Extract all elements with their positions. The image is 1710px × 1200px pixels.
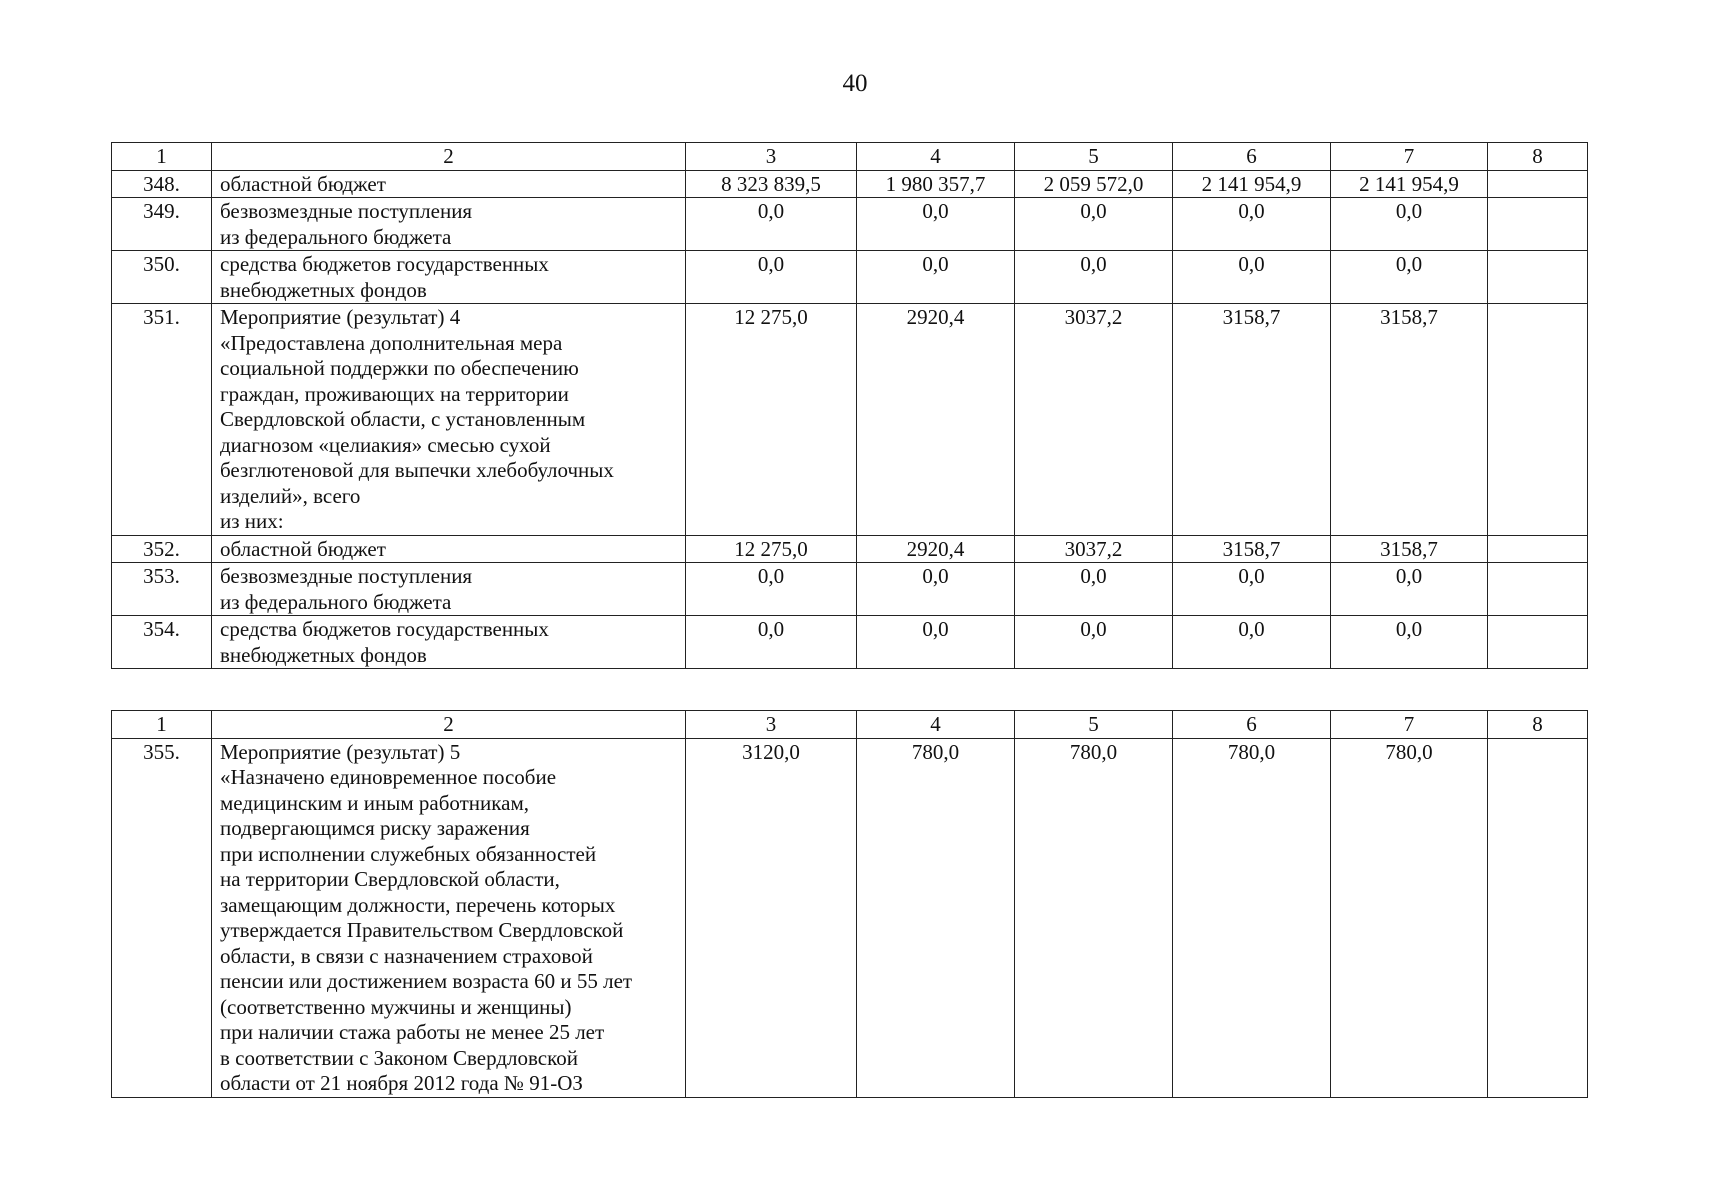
- header-cell: 7: [1331, 143, 1488, 171]
- column-8-cell: [1488, 251, 1588, 304]
- table-row: [112, 304, 1588, 536]
- column-8-cell: [1488, 535, 1588, 563]
- description-line: Свердловской области, с установленным: [220, 407, 586, 431]
- row-description: [212, 304, 686, 536]
- table-row: [112, 251, 1588, 304]
- description-line: замещающим должности, перечень которых: [220, 892, 616, 917]
- description-line: медицинским и иным работникам,: [220, 790, 530, 815]
- row-description: [212, 170, 686, 198]
- value-cell: 0,0: [857, 616, 1015, 669]
- value-cell: 0,0: [686, 563, 857, 616]
- value-cell: 3158,7: [1173, 304, 1331, 536]
- column-8-cell: [1488, 616, 1588, 669]
- value-cell: 2 059 572,0: [1015, 170, 1173, 198]
- description-line: «Назначено единовременное пособие: [220, 765, 557, 789]
- value-cell: 2920,4: [857, 304, 1015, 536]
- value-cell: 0,0: [686, 251, 857, 304]
- table-row: [112, 198, 1588, 251]
- description-line: в соответствии с Законом Свердловской: [220, 1045, 578, 1070]
- description-line: области, в связи с назначением страховой: [220, 943, 593, 968]
- row-number: 351.: [112, 304, 212, 536]
- value-cell: 0,0: [1331, 616, 1488, 669]
- value-cell: 0,0: [1331, 563, 1488, 616]
- description-line: из федерального бюджета: [220, 224, 452, 249]
- row-number: 350.: [112, 251, 212, 304]
- value-cell: 3037,2: [1015, 535, 1173, 563]
- value-cell: 0,0: [1173, 198, 1331, 251]
- value-cell: 3120,0: [686, 738, 857, 1097]
- header-cell: 2: [212, 143, 686, 171]
- description-line: безвозмездные поступления: [220, 564, 473, 588]
- value-cell: 3158,7: [1331, 535, 1488, 563]
- value-cell: 8 323 839,5: [686, 170, 857, 198]
- value-cell: 0,0: [1015, 563, 1173, 616]
- description-line: Мероприятие (результат) 4: [220, 305, 461, 329]
- value-cell: 780,0: [1331, 738, 1488, 1097]
- description-line: из них:: [220, 509, 284, 533]
- description-line: граждан, проживающих на территории: [220, 381, 569, 406]
- value-cell: 1 980 357,7: [857, 170, 1015, 198]
- table-body: [112, 738, 1588, 1097]
- description-line: пенсии или достижением возраста 60 и 55 лет: [220, 969, 633, 993]
- description-line: подвергающимся риску заражения: [220, 816, 530, 840]
- description-line: средства бюджетов государственных: [220, 252, 549, 276]
- value-cell: 780,0: [1173, 738, 1331, 1097]
- description-line: областной бюджет: [220, 171, 386, 196]
- row-number: 352.: [112, 535, 212, 563]
- description-line: при наличии стажа работы не менее 25 лет: [220, 1020, 605, 1044]
- value-cell: 0,0: [857, 251, 1015, 304]
- value-cell: 0,0: [1173, 251, 1331, 304]
- description-line: при исполнении служебных обязанностей: [220, 841, 597, 866]
- value-cell: 0,0: [857, 563, 1015, 616]
- value-cell: 0,0: [1331, 251, 1488, 304]
- header-cell: 3: [686, 711, 857, 739]
- value-cell: 780,0: [857, 738, 1015, 1097]
- description-line: из федерального бюджета: [220, 589, 452, 614]
- description-line: безглютеновой для выпечки хлебобулочных: [220, 458, 614, 482]
- value-cell: 2 141 954,9: [1173, 170, 1331, 198]
- header-cell: 4: [857, 143, 1015, 171]
- header-row: [112, 143, 1588, 171]
- header-row: [112, 711, 1588, 739]
- value-cell: 3158,7: [1173, 535, 1331, 563]
- description-line: (соответственно мужчины и женщины): [220, 994, 572, 1019]
- value-cell: 2920,4: [857, 535, 1015, 563]
- description-line: внебюджетных фондов: [220, 642, 427, 667]
- table-row: [112, 616, 1588, 669]
- value-cell: 0,0: [686, 616, 857, 669]
- description-line: внебюджетных фондов: [220, 277, 427, 302]
- row-description: [212, 563, 686, 616]
- header-cell: 6: [1173, 711, 1331, 739]
- header-cell: 4: [857, 711, 1015, 739]
- row-description: [212, 198, 686, 251]
- header-cell: 5: [1015, 143, 1173, 171]
- row-description: [212, 738, 686, 1097]
- budget-table-2: [111, 710, 1588, 1098]
- column-8-cell: [1488, 738, 1588, 1097]
- value-cell: 3158,7: [1331, 304, 1488, 536]
- table-row: [112, 535, 1588, 563]
- header-cell: 2: [212, 711, 686, 739]
- value-cell: 0,0: [1015, 198, 1173, 251]
- value-cell: 3037,2: [1015, 304, 1173, 536]
- table-row: [112, 738, 1588, 1097]
- value-cell: 0,0: [1015, 616, 1173, 669]
- row-description: [212, 535, 686, 563]
- value-cell: 2 141 954,9: [1331, 170, 1488, 198]
- row-number: 353.: [112, 563, 212, 616]
- header-cell: 1: [112, 711, 212, 739]
- row-number: 348.: [112, 170, 212, 198]
- row-description: [212, 251, 686, 304]
- row-description: [212, 616, 686, 669]
- value-cell: 0,0: [1173, 563, 1331, 616]
- table-row: [112, 170, 1588, 198]
- header-cell: 7: [1331, 711, 1488, 739]
- description-line: безвозмездные поступления: [220, 199, 473, 223]
- description-line: средства бюджетов государственных: [220, 617, 549, 641]
- value-cell: 0,0: [1331, 198, 1488, 251]
- header-cell: 6: [1173, 143, 1331, 171]
- table-body: [112, 170, 1588, 669]
- row-number: 354.: [112, 616, 212, 669]
- header-cell: 5: [1015, 711, 1173, 739]
- value-cell: 12 275,0: [686, 535, 857, 563]
- page-number: 40: [842, 70, 868, 97]
- row-number: 349.: [112, 198, 212, 251]
- value-cell: 0,0: [857, 198, 1015, 251]
- column-8-cell: [1488, 170, 1588, 198]
- row-number: 355.: [112, 738, 212, 1097]
- value-cell: 0,0: [1173, 616, 1331, 669]
- description-line: изделий», всего: [220, 483, 361, 508]
- value-cell: 12 275,0: [686, 304, 857, 536]
- budget-table-1: [111, 142, 1588, 669]
- description-line: областной бюджет: [220, 536, 386, 561]
- description-line: «Предоставлена дополнительная мера: [220, 330, 563, 355]
- description-line: социальной поддержки по обеспечению: [220, 356, 579, 380]
- value-cell: 0,0: [1015, 251, 1173, 304]
- description-line: диагнозом «целиакия» смесью сухой: [220, 432, 551, 457]
- description-line: Мероприятие (результат) 5: [220, 739, 461, 764]
- description-line: области от 21 ноября 2012 года № 91-ОЗ: [220, 1071, 583, 1095]
- description-line: утверждается Правительством Свердловской: [220, 918, 624, 942]
- column-8-cell: [1488, 198, 1588, 251]
- header-cell: 8: [1488, 711, 1588, 739]
- column-8-cell: [1488, 563, 1588, 616]
- column-8-cell: [1488, 304, 1588, 536]
- value-cell: 0,0: [686, 198, 857, 251]
- header-cell: 8: [1488, 143, 1588, 171]
- header-cell: 3: [686, 143, 857, 171]
- description-line: на территории Свердловской области,: [220, 867, 560, 891]
- value-cell: 780,0: [1015, 738, 1173, 1097]
- header-cell: 1: [112, 143, 212, 171]
- table-row: [112, 563, 1588, 616]
